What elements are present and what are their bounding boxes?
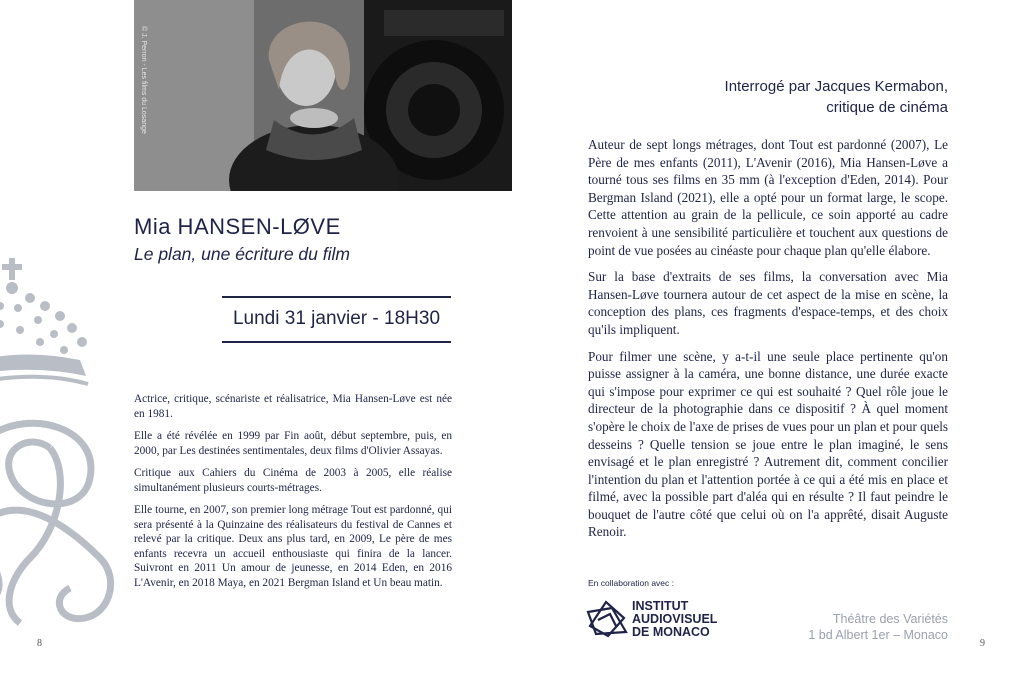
knot-icon <box>586 598 628 640</box>
logo-line: DE MONACO <box>632 625 710 639</box>
article-paragraph: Sur la base d'extraits de ses films, la conversation avec Mia Hansen-Løve tournera autour de cet aspect de la mise en scène, la conception des plans, ces fragments d'espace-temps, et des choix qu'ils impliquent. <box>588 269 948 337</box>
photo-credit: © J. Perron - Les films du Losange <box>140 26 147 134</box>
logo-line: AUDIOVISUEL <box>632 612 718 626</box>
event-date-time: Lundi 31 janvier - 18H30 <box>232 308 441 329</box>
bio-paragraph: Elle a été révélée en 1999 par Fin août, début septembre, puis, en 2000, par Les destinées sentimentales, deux films d'Olivier Assayas. <box>134 430 452 457</box>
royal-crown-monogram-watermark <box>0 258 140 633</box>
page-number-right: 9 <box>980 638 985 649</box>
collaboration-label: En collaboration avec : <box>588 578 674 588</box>
interviewer-line: Interrogé par Jacques Kermabon, <box>724 78 948 95</box>
article-text <box>588 136 948 550</box>
bio-paragraph: Critique aux Cahiers du Cinéma de 2003 à 2005, elle réalise simultanément plusieurs courts-métrages. <box>134 467 452 494</box>
article-paragraph: Pour filmer une scène, y a-t-il une seule place pertinente qu'on puisse assigner à la caméra, une bonne distance, une durée exacte qui s'impose pour exprimer ce qui est souhaité ? Quel rôle joue le directeur de la photographie dans ce dispositif ? À quel moment s'opère le choix de l'axe de prises de vues pour un plan et pour quels desseins ? Quelle tension se joue entre le plan imaginé, le sens envisagé et le plan enregistré ? Autrement dit, comment concilier l'intention du plan et l'attention portée à ce qui a été mis en place et filmé, avec la possible part d'aléa qui en résulte ? Il faut peindre le bouquet de l'autre côté que celui où on l'a apprêté, disait Auguste Renoir. <box>588 348 948 540</box>
logo-line: INSTITUT <box>632 599 689 613</box>
page-number-left: 8 <box>37 638 42 649</box>
venue <box>770 611 948 643</box>
institut-audiovisuel-logo <box>586 598 736 646</box>
interviewer-credit <box>620 76 948 118</box>
portrait-photo <box>134 0 512 191</box>
bio-paragraph: Elle tourne, en 2007, son premier long métrage Tout est pardonné, qui sera présenté à la Quinzaine des réalisateurs du festival de Cannes et relevé par la critique. Deux ans plus tard, en 2009, Le père de mes enfants recevra un accueil enthousiaste qui finira de la lancer. Suivront en 2011 Un amour de jeunesse, en 2014 Eden, en 2016 L'Avenir, en 2018 Maya, en 2021 Bergman Island et Un beau matin. <box>134 504 452 589</box>
biography <box>134 392 452 598</box>
venue-name: Théâtre des Variétés <box>832 612 948 626</box>
speaker-name: Mia HANSEN-LØVE <box>134 214 341 239</box>
bio-paragraph: Actrice, critique, scénariste et réalisatrice, Mia Hansen-Løve est née en 1981. <box>134 393 452 420</box>
date-banner <box>222 296 451 343</box>
article-paragraph: Auteur de sept longs métrages, dont Tout est pardonné (2007), Le Père de mes enfants (2011), L'Avenir (2016), Mia Hansen-Løve a tourné tous ses films en 35 mm (à l'exception d'Eden, 2014). Pour Bergman Island (2021), elle a opté pour un format large, le scope. Cette attention au grain de la pellicule, ce soin apporté au cadre renvoient à une sensibilité particulière et touchent aux questions de point de vue posées au cinéaste pour chaque plan qu'elle élabore. <box>588 137 948 258</box>
venue-address: 1 bd Albert 1er – Monaco <box>808 628 948 642</box>
talk-title: Le plan, une écriture du film <box>134 244 350 264</box>
interviewer-role: critique de cinéma <box>826 99 948 116</box>
